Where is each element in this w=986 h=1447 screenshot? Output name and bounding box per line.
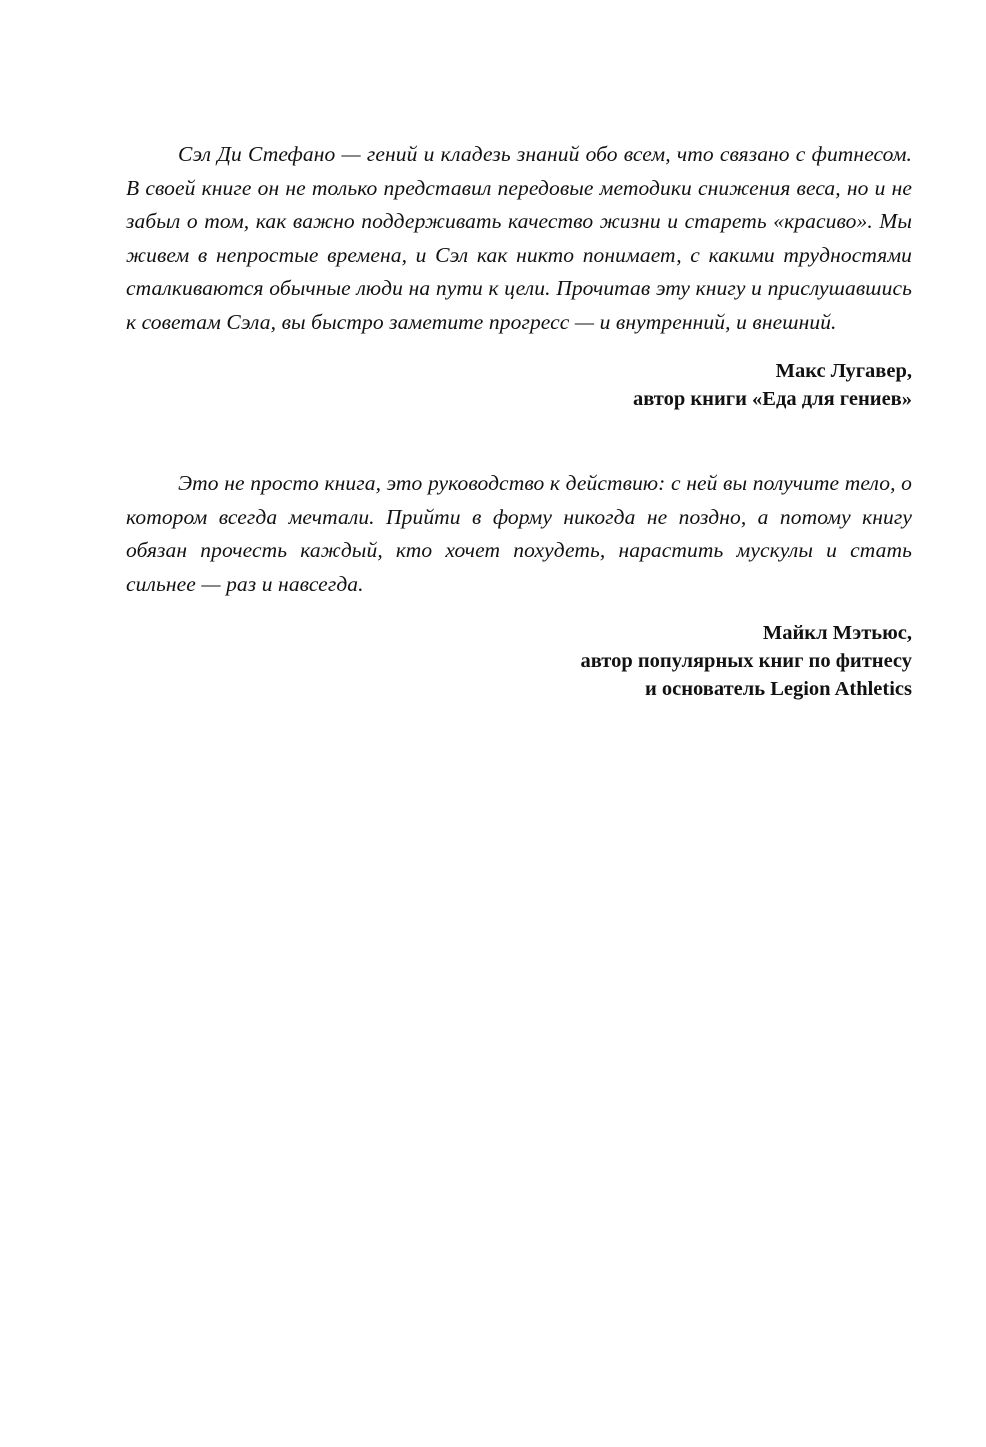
- testimonial-attribution: [126, 357, 912, 413]
- testimonial-attribution: [126, 619, 912, 703]
- page-content: [126, 138, 912, 703]
- attribution-line: автор книги «Еда для гениев»: [632, 388, 912, 410]
- testimonial-quote: Сэл Ди Стефано — гений и кладезь знаний обо всем, что связано с фитнесом. В своей книге он не только представил передовые методики снижения веса, но и не забыл о том, как важно поддерживать качество жизни и стареть «красиво». Мы живем в непростые времена, и Сэл как никто понимает, с какими трудностями сталкиваются обычные люди на пути к цели. Прочитав эту книгу и прислушавшись к советам Сэла, вы быстро заметите прогресс — и внутренний, и внешний.: [126, 142, 912, 334]
- testimonial-block: [126, 467, 912, 703]
- attribution-line: Майкл Мэтьюс,: [762, 622, 912, 644]
- attribution-line: и основатель Legion Athletics: [644, 678, 912, 700]
- testimonial-quote: Это не просто книга, это руководство к действию: с ней вы получите тело, о котором всегда мечтали. Прийти в форму никогда не поздно, а потому книгу обязан прочесть каждый, кто хочет похудеть, нарастить мускулы и стать сильнее — раз и навсегда.: [126, 471, 912, 596]
- testimonial-block: [126, 138, 912, 413]
- attribution-line: Макс Лугавер,: [775, 360, 912, 382]
- attribution-line: автор популярных книг по фитнесу: [580, 650, 912, 672]
